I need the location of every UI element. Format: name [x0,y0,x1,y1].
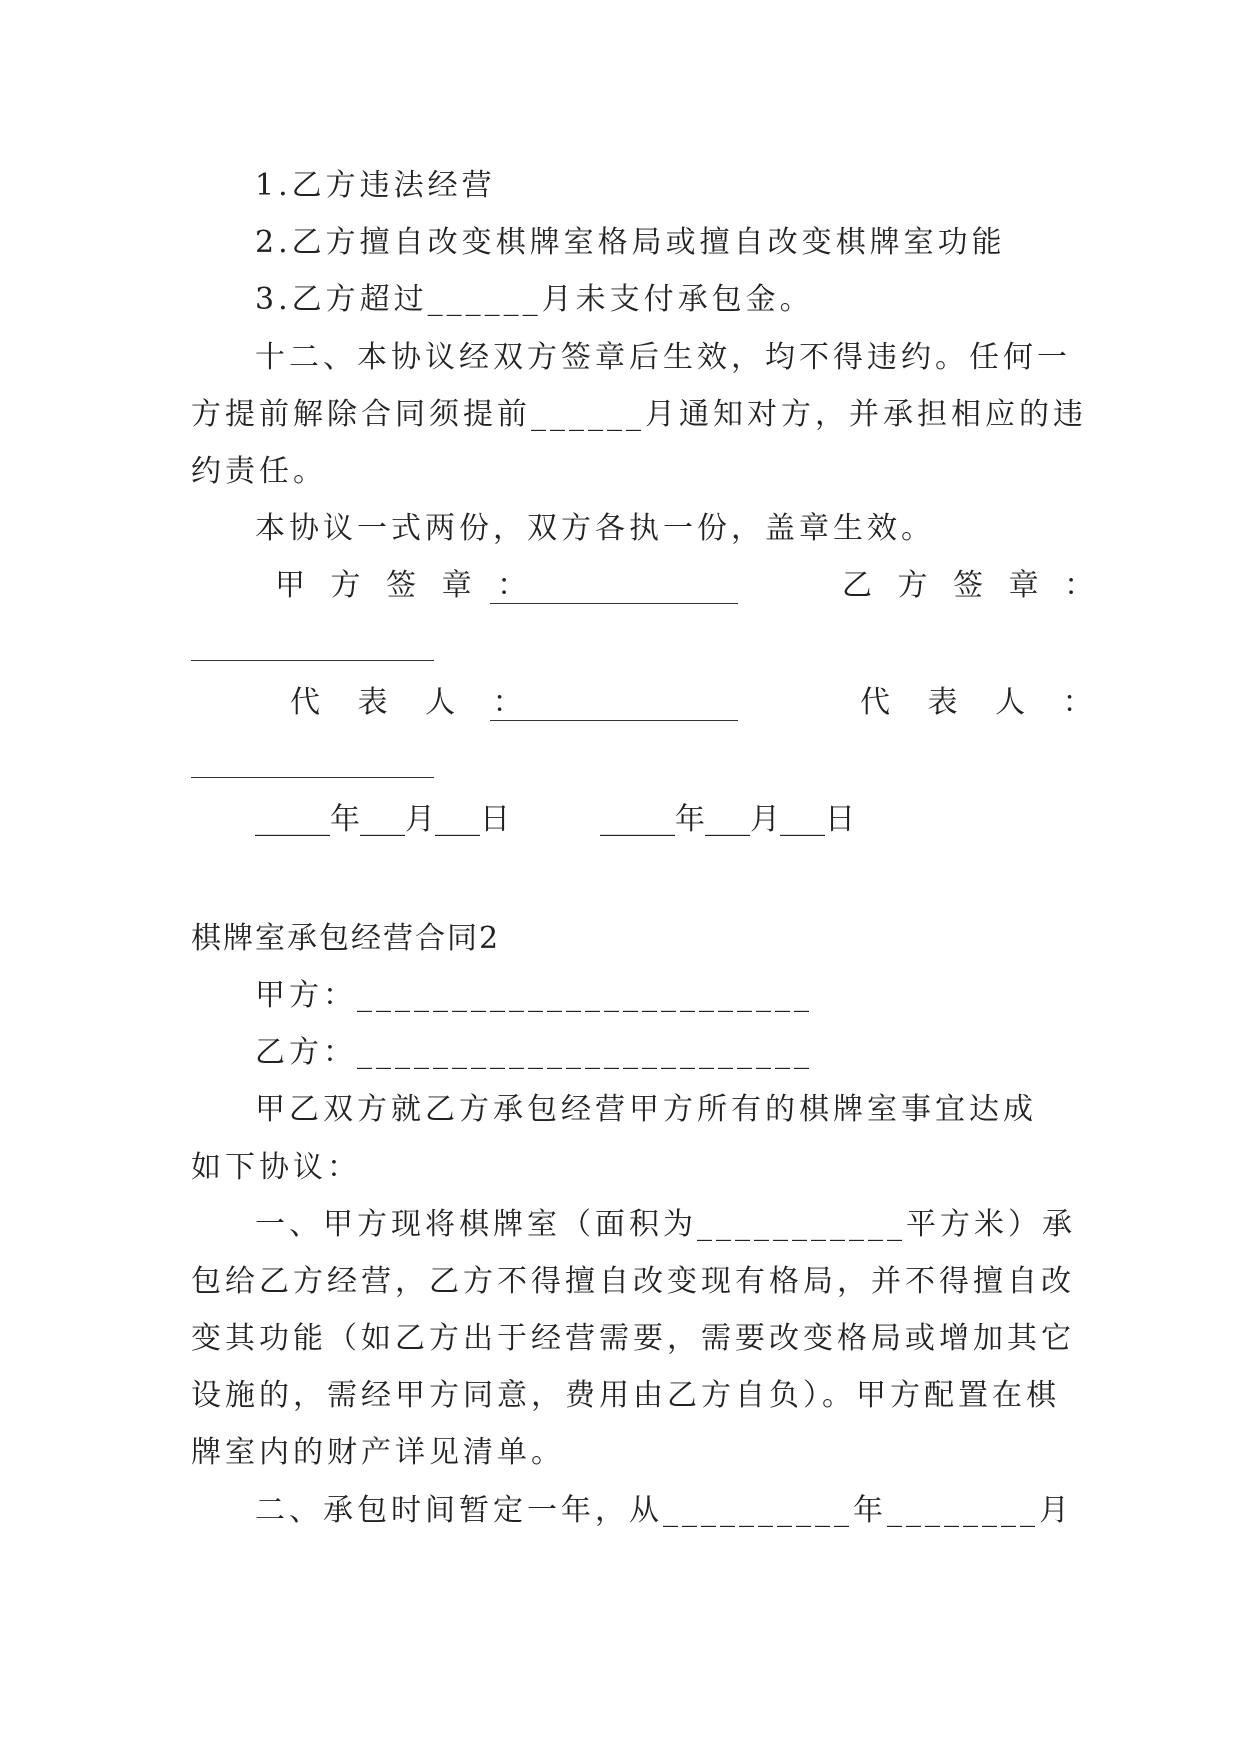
clause-twelve-line-1: 十二、本协议经双方签章后生效，均不得违约。任何一 [255,340,1071,375]
contract-2-clause-2-line-1: 二、承包时间暂定一年，从__________年________月 [255,1493,1073,1528]
party-a-signature-blank [490,603,738,604]
contract-2-title: 棋牌室承包经营合同2 [191,921,501,956]
party-b-representative-label: 代 表 人 ： [860,685,1107,720]
copies-statement: 本协议一式两份，双方各执一份，盖章生效。 [255,511,935,546]
clause-item-1: 1.乙方违法经营 [255,168,496,203]
party-a-representative-blank [490,720,738,721]
clause-twelve-line-2: 方提前解除合同须提前______月通知对方，并承担相应的违 [191,397,1087,432]
contract-2-clause-1-line-1: 一、甲方现将棋牌室（面积为___________平方米）承 [255,1207,1076,1242]
contract-2-clause-1-line-2: 包给乙方经营，乙方不得擅自改变现有格局，并不得擅自改 [191,1264,1075,1299]
party-b-signature-blank [191,660,434,661]
party-a-representative-label: 代 表 人 ： [290,685,537,720]
contract-2-clause-1-line-3: 变其功能（如乙方出于经营需要，需要改变格局或增加其它 [191,1321,1075,1356]
party-b-representative-blank [191,777,434,778]
contract-2-clause-1-line-5: 牌室内的财产详见清单。 [191,1435,565,1470]
party-b-date: _____年___月___日 [600,802,855,837]
party-a-date: _____年___月___日 [255,802,510,837]
contract-2-party-b: 乙方：________________________ [255,1035,813,1070]
contract-2-intro-line-2: 如下协议： [191,1150,361,1185]
clause-item-2: 2.乙方擅自改变棋牌室格局或擅自改变棋牌室功能 [255,225,1006,260]
party-a-signature-label: 甲 方 签 章 ： [275,568,536,603]
clause-item-3: 3.乙方超过______月未支付承包金。 [255,282,814,317]
contract-2-party-a: 甲方：________________________ [255,978,813,1013]
contract-2-intro-line-1: 甲乙双方就乙方承包经营甲方所有的棋牌室事宜达成 [255,1092,1037,1127]
party-b-signature-label: 乙 方 签 章 ： [842,568,1103,603]
contract-2-clause-1-line-4: 设施的，需经甲方同意，费用由乙方自负）。甲方配置在棋 [191,1378,1060,1413]
clause-twelve-line-3: 约责任。 [191,454,327,489]
